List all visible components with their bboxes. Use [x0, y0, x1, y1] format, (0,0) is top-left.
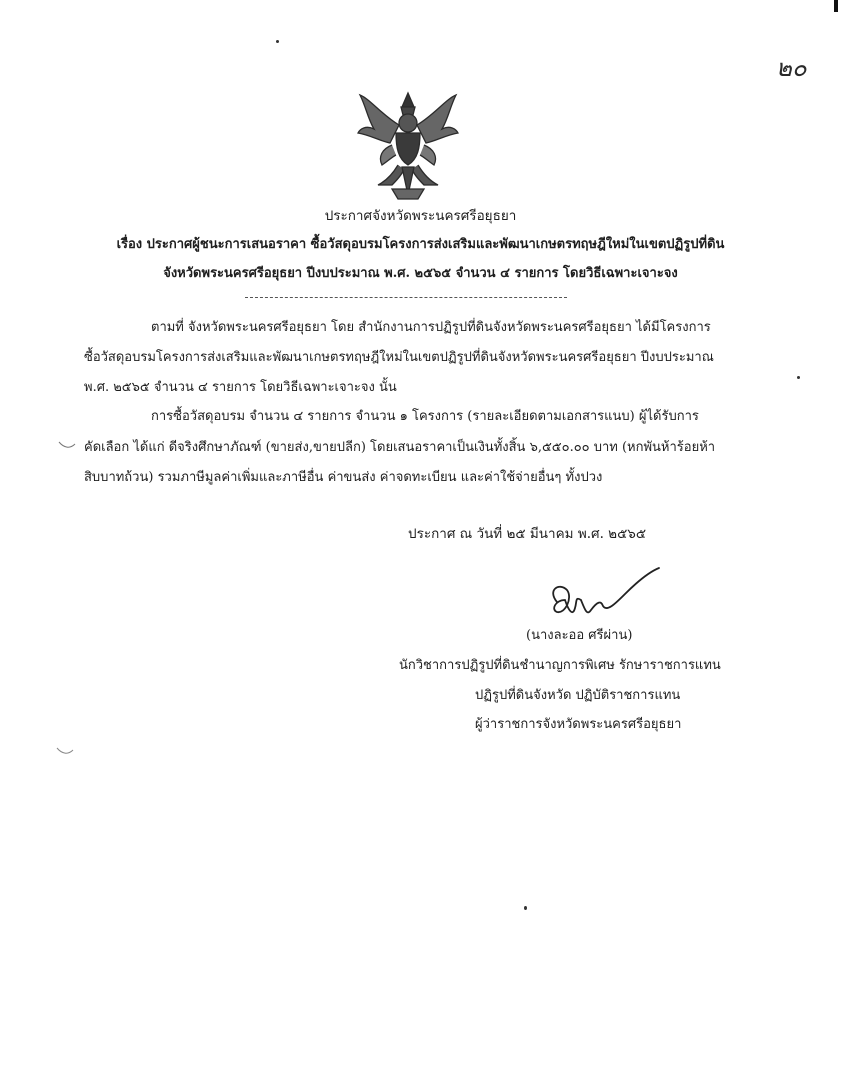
body-line: สิบบาทถ้วน) รวมภาษีมูลค่าเพิ่มและภาษีอื่น ค่าขนส่ง ค่าจดทะเบียน และค่าใช้จ่ายอื่นๆ ทั้งปวง	[84, 470, 603, 485]
hole-punch-mark	[58, 440, 76, 452]
body-line: คัดเลือก ได้แก่ ดีจริงศึกษาภัณฑ์ (ขายส่ง,ขายปลีก) โดยเสนอราคาเป็นเงินทั้งสิ้น ๖,๕๕๐.๐๐ บาท (หกพันห้าร้อยห้า	[84, 440, 716, 455]
scan-speck	[524, 906, 527, 910]
scan-speck	[797, 376, 800, 379]
body-line: ซื้อวัสดุอบรมโครงการส่งเสริมและพัฒนาเกษตรทฤษฎีใหม่ในเขตปฏิรูปที่ดินจังหวัดพระนครศรีอยุธยา ปีงบประมาณ	[84, 350, 714, 365]
scan-speck	[276, 40, 279, 43]
signer-position-1: นักวิชาการปฏิรูปที่ดินชำนาญการพิเศษ รักษาราชการแทน	[399, 658, 721, 673]
body-line: พ.ศ. ๒๕๖๕ จำนวน ๔ รายการ โดยวิธีเฉพาะเจาะจง นั้น	[84, 380, 397, 395]
scan-edge-mark	[834, 0, 838, 12]
body-line: ตามที่ จังหวัดพระนครศรีอยุธยา โดย สำนักงานการปฏิรูปที่ดินจังหวัดพระนครศรีอยุธยา ได้มีโครงการ	[151, 320, 711, 335]
garuda-emblem	[352, 85, 464, 205]
subject-line-2: จังหวัดพระนครศรีอยุธยา ปีงบประมาณ พ.ศ. ๒๕๖๕ จำนวน ๔ รายการ โดยวิธีเฉพาะเจาะจง	[163, 266, 678, 281]
body-line: การซื้อวัสดุอบรม จำนวน ๔ รายการ จำนวน ๑ โครงการ (รายละเอียดตามเอกสารแนบ) ผู้ได้รับการ	[151, 409, 699, 424]
hole-punch-mark	[56, 746, 74, 758]
page-number: ๒๐	[776, 54, 807, 82]
subject-line-1: เรื่อง ประกาศผู้ชนะการเสนอราคา ซื้อวัสดุอบรมโครงการส่งเสริมและพัฒนาเกษตรทฤษฎีใหม่ในเขตปฏิรูปที่ดิน	[116, 237, 725, 252]
document-title: ประกาศจังหวัดพระนครศรีอยุธยา	[324, 208, 517, 224]
announcement-date: ประกาศ ณ วันที่ ๒๕ มีนาคม พ.ศ. ๒๕๖๕	[408, 526, 647, 542]
signer-position-3: ผู้ว่าราชการจังหวัดพระนครศรีอยุธยา	[475, 717, 682, 732]
handwritten-signature	[545, 560, 670, 630]
signer-position-2: ปฏิรูปที่ดินจังหวัด ปฏิบัติราชการแทน	[475, 688, 681, 703]
separator-line	[245, 297, 567, 298]
signer-name: (นางละออ ศรีผ่าน)	[526, 628, 633, 643]
